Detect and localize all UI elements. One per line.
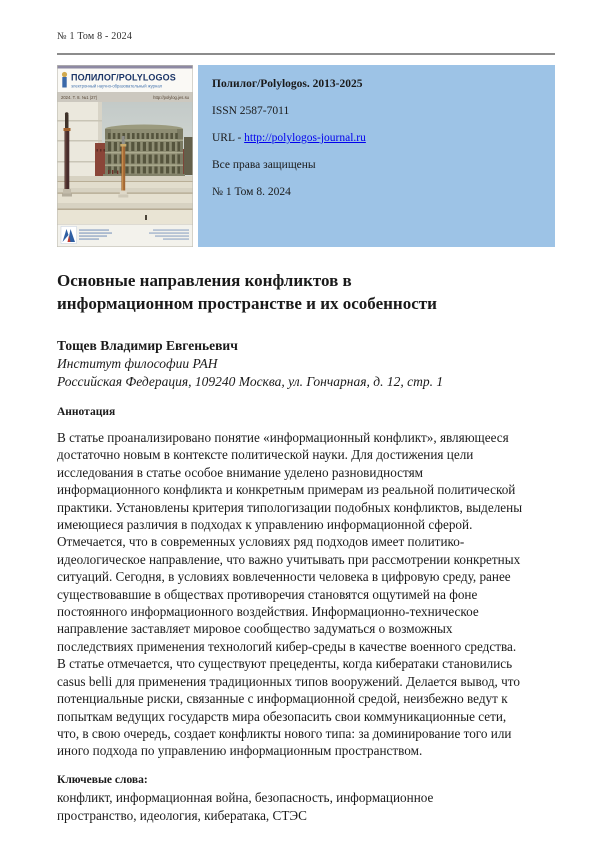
journal-cover-image: [57, 65, 193, 247]
cover-painting: [57, 102, 193, 224]
cover-url-text: http://polylog.jes.su: [153, 94, 189, 100]
abstract-text: В статье проанализировано понятие «информационный конфликт», являющееся достаточно новым в контексте политической науки. Для достижения цели исследования в статье особое внимание уделено разновидностям информационного конфликта и конкретным примерам из реальной политической практики. Установлены критерия типологизации подобных конфликтов, выделены имеющиеся различия в подходах к управлению информационной сферой. Отмечается, что в современных условиях ряд подходов имеет политико- идеологическое направление, что важно учитывать при рассмотрении конкретных ситуаций. Сегодня, в условиях вовлеченности человека в цифровую среду, ранее существовавшие в обществах противоречия становятся ощутимей на фоне постоянного информационного воздействия. Информационно-техническое направление заставляет мировое сообщество задуматься о возможных последствиях применения технологий кибер-среды в качестве военного средства. В статье отмечается, что существуют прецеденты, когда кибератаки становились casus belli для применения традиционных типов вооружений. Делается вывод, что потенциальные риски, связанные с информационной средой, неизбежно ведут к попыткам ведущих государств мира обезопасить свои коммуникационные сети, что, в свою очередь, создает конфликты нового типа: за доминирование того или иного подхода по управлению информационным пространством.: [57, 430, 523, 759]
author-name: Тощев Владимир Евгеньевич: [57, 338, 238, 353]
keywords-text: конфликт, информационная война, безопасность, информационное пространство, идеология, кибератака, СТЭС: [57, 790, 434, 823]
cover-footer: [57, 224, 193, 247]
journal-issn: ISSN 2587-7011: [212, 105, 290, 117]
journal-url-label: URL -: [212, 132, 242, 144]
author-address: Российская Федерация, 109240 Москва, ул. Гончарная, д. 12, стр. 1: [57, 374, 444, 389]
journal-cover-art: [57, 65, 193, 247]
journal-url-line: [212, 131, 541, 145]
author-block: [57, 337, 555, 391]
rotunda: [103, 125, 185, 177]
masthead-title-text: ПОЛИЛОГ/POLYLOGOS: [71, 72, 176, 83]
cover-issue-band: [57, 92, 193, 102]
masthead-logo-icon: [62, 72, 67, 88]
journal-rights: Все права защищены: [212, 159, 316, 171]
journal-url-link[interactable]: http://polylogos-journal.ru: [244, 132, 366, 144]
journal-banner-row: [57, 65, 555, 247]
header-divider: [57, 53, 555, 55]
cover-masthead: [62, 72, 176, 89]
author-affiliation: Институт философии РАН: [57, 356, 218, 371]
article-title: Основные направления конфликтов в информационном пространстве и их особенности: [57, 271, 437, 313]
issue-header: № 1 Том 8 - 2024: [57, 31, 133, 42]
keywords-label: Ключевые слова:: [57, 773, 148, 786]
journal-title: Полилог/Polylogos. 2013-2025: [212, 78, 363, 90]
cover-issue-text: 2024. Т. 8. №1 (27): [61, 94, 98, 100]
journal-info-box: [198, 65, 555, 247]
journal-issue: № 1 Том 8. 2024: [212, 186, 291, 198]
university-emblem-icon: [61, 227, 77, 244]
abstract-heading: Аннотация: [57, 406, 116, 418]
masthead-subtitle-text: электронный научно-образовательный журнал: [71, 83, 163, 89]
keywords-line: [57, 770, 559, 824]
